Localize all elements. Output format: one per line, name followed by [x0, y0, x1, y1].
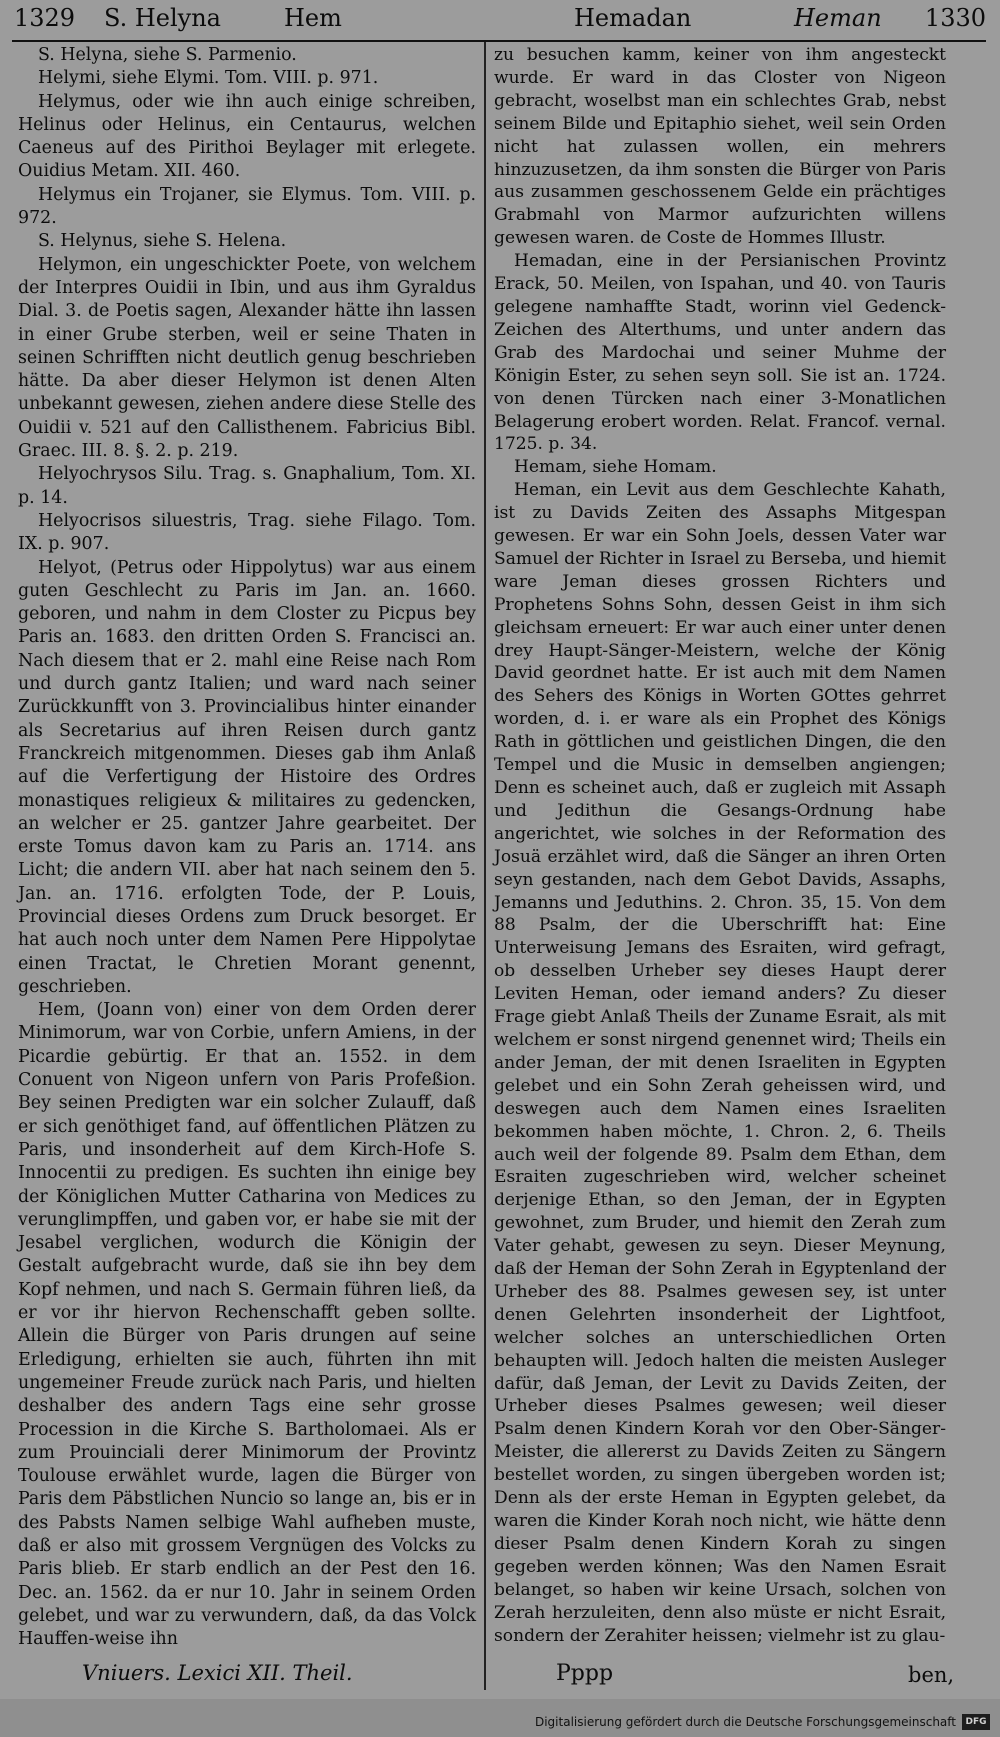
entry-hemadan: Hemadan, eine in der Persianischen Provintz Erack, 50. Meilen, von Ispahan, und 40. von Tauris gelegene namhaffte Stadt, worinn viel Gedenck-Zeichen des Alterthums, und unter andern das Grab des Mardochai und seiner Muhme der Königin Ester, zu sehen seyn soll. Sie ist an. 1724. von denen Türcken nach einer 3-Monatlichen Belagerung erobert worden. Relat. Francof. vernal. 1725. p. 34.: [494, 251, 946, 455]
page-number-left: 1329: [14, 4, 76, 32]
running-head-right-1: Hemadan: [574, 4, 692, 32]
entry-helymus-trojan: Helymus ein Trojaner, sie Elymus. Tom. VIII. p. 972.: [18, 184, 476, 229]
column-divider: [484, 42, 486, 1690]
entry-helymon: Helymon, ein ungeschickter Poete, von welchem der Interpres Ouidii in Ibin, und aus ihm Gyraldus Dial. 3. de Poetis sagen, Alexander hätte ihn lassen in einer Grube sterben, weil er seine Thaten in seinen Schrifften nicht deutlich genug beschrieben hätte. Da aber dieser Helymon ist denen Alten unbekannt gewesen, ziehen andere diese Stelle des Ouidii v. 521 auf den Callisthenem. Fabricius Bibl. Graec. III. 8. §. 2. p. 219.: [18, 254, 476, 462]
entry-hem: Hem, (Joann von) einer von dem Orden derer Minimorum, war von Corbie, unfern Amiens, in der Picardie gebürtig. Er that an. 1552. in dem Conuent von Nigeon unfern von Paris Profeßion. Bey seinen Predigten war ein solcher Zulauff, daß er sich genöthiget fand, auf öffentlichen Plätzen zu Paris, und insonderheit auf dem Kirch-Hofe S. Innocentii zu predigen. Es suchten ihn einige bey der Königlichen Mutter Catharina von Medices zu verunglimpffen, und gaben vor, er habe sie mit der Jesabel verglichen, wodurch die Königin der Gestalt aufgebracht wurde, daß sie ihn bey dem Kopf nehmen, und nach S. Germain führen ließ, da er vor ihr hiervon Rechenschafft geben sollte. Allein die Bürger von Paris drungen auf seine Erledigung, erhielten sie auch, führten ihn mit ungemeiner Freude zurück nach Paris, und hielten deshalber des andern Tags eine sehr grosse Procession in die Kirche S. Bartholomaei. Als er zum Prouinciali derer Minimorum der Provintz Toulouse erwählet wurde, lagen die Bürger von Paris dem Päbstlichen Nuncio so lange an, bis er in des Pabsts Namen selbige Wahl aufheben muste, daß er also mit grossem Vergnügen des Volcks zu Paris blieb. Er starb endlich an der Pest den 16. Dec. an. 1562. da er nur 10. Jahr in seinem Orden gelebet, und war zu verwundern, daß, da das Volck Hauffen-weise ihn: [18, 1000, 476, 1650]
signature-mark: Pppp: [556, 1661, 614, 1686]
right-column: [494, 44, 946, 1693]
entry-s-helyna: S. Helyna, siehe S. Parmenio.: [38, 45, 297, 65]
catchword: ben,: [908, 1663, 955, 1687]
header-rule: [12, 40, 986, 42]
digitization-footer: [0, 1699, 1000, 1737]
entry-helyocrisos: Helyocrisos siluestris, Trag. siehe Filago. Tom. IX. p. 907.: [18, 510, 476, 555]
dfg-logo-icon: DFG: [962, 1714, 990, 1730]
entry-helymi: Helymi, siehe Elymi. Tom. VIII. p. 971.: [38, 68, 379, 89]
entry-helyot: Helyot, (Petrus oder Hippolytus) war aus einem guten Geschlecht zu Paris im Jan. an. 1660. geboren, und nahm in dem Closter zu Picpus bey Paris an. 1683. den dritten Orden S. Francisci an. Nach diesem that er 2. mahl eine Reise nach Rom und durch gantz Italien; und ward nach seiner Zurückkunfft von 3. Provincialibus hinter einander als Secretarius auf ihren Reisen durch gantz Franckreich mitgenommen. Dieses gab ihm Anlaß auf die Verfertigung der Histoire des Ordres monastiques religieux & militaires zu gedencken, an welcher er 25. gantzer Jahre gearbeitet. Der erste Tomus davon kam zu Paris an. 1714. ans Licht; die andern VII. aber hat nach seinem den 5. Jan. an. 1716. erfolgten Tode, der P. Louis, Provincial dieses Ordens zum Druck besorget. Er hat auch noch unter dem Namen Pere Hippolytae einen Tractat, le Chretien Morant genennt, geschrieben.: [18, 557, 476, 997]
entry-s-helynus: S. Helynus, siehe S. Helena.: [38, 231, 287, 252]
left-column: [18, 44, 476, 1693]
entry-helyochrysos: Helyochrysos Silu. Trag. s. Gnaphalium, Tom. XI. p. 14.: [18, 464, 476, 508]
signature-line: Vniuers. Lexici XII. Theil.: [82, 1661, 353, 1685]
running-head-right-2: Heman: [794, 4, 882, 32]
footer-credit: Digitalisierung gefördert durch die Deutsche Forschungsgemeinschaft: [534, 1715, 956, 1729]
entry-hem-continued: zu besuchen kamm, keiner von ihm angesteckt wurde. Er ward in das Closter von Nigeon gebracht, woselbst man ein schlechtes Grab, nebst seinem Bilde und Epitaphio siehet, weil sein Orden nicht hat zulassen wollen, ein mehrers hinzuzusetzen, da ihm sonsten die Bürger von Paris aus zusammen geschossenem Gelde ein prächtiges Grabmahl von Marmor aufzurichten willens gewesen waren. de Coste de Hommes Illustr.: [494, 45, 946, 249]
entry-heman: Heman, ein Levit aus dem Geschlechte Kahath, ist zu Davids Zeiten des Assaphs Mitgespan gewesen. Er war ein Sohn Joels, dessen Vater war Samuel der Richter in Israel zu Berseba, und hiemit ware Jeman dieses grossen Richters und Prophetens Sohns Sohn, dessen Geist in ihm sich gleichsam erneuert: Er war auch einer unter denen drey Haupt-Sänger-Meistern, welche der König David geordnet hatte. Er ist auch mit dem Namen des Sehers des Königs in Worten GOttes gehrret worden, d. i. er ware als ein Prophet des Königs Rath in göttlichen und geistlichen Dingen, die den Tempel und die Music in demselben angiengen; Denn es scheinet auch, daß er zugleich mit Assaph und Jedithun die Gesangs-Ordnung habe angerichtet, wie solches in der Reformation des Josuä erzählet wird, daß die Sänger an ihren Orten seyn gestanden, nach dem Gebot Davids, Assaphs, Jemanns und Jeduthins. 2. Chron. 35, 15. Von dem 88 Psalm, der die Uberschrifft hat: Eine Unterweisung Jemans des Esraiten, wird gefragt, ob desselben Urheber sey dieses Haupt derer Leviten Heman, oder iemand anders? Zu dieser Frage giebt Anlaß Theils der Zuname Esrait, als mit welchem er sonst nirgend genennet wird; Theils ein ander Jeman, der mit denen Israeliten in Egypten gelebet und ein Sohn Zerah geheissen wird, und deswegen auch dem Namen eines Israeliten bekommen haben möchte, 1. Chron. 2, 6. Theils auch weil der folgende 89. Psalm dem Ethan, dem Esraiten zugeschrieben wird, welcher scheinet derjenige Ethan, so den Jeman, der in Egypten gewohnet, zum Bruder, und hiemit den Zerah zum Vater gehabt, gewesen zu seyn. Dieser Meynung, daß der Heman der Sohn Zerah in Egyptenland der Urheber des 88. Psalmes gewesen sey, ist unter denen Gelehrten insonderheit der Lightfoot, welcher solches an unterschiedlichen Orten behaupten will. Jedoch halten die meisten Ausleger dafür, daß Jeman, der Levit zu Davids Zeiten, der Urheber dieses Psalmes gewesen; weil dieser Psalm denen Kindern Korah vor den Ober-Sänger-Meister, die allererst zu Davids Zeiten zu Sängern bestellet worden, zu singen übergeben worden ist; Denn als der erste Heman in Egypten gelebet, da waren die Kinder Korah noch nicht, wie hätte denn dieser Psalm denen Kindern Korah zu singen gegeben werden können; Was den Namen Esrait belanget, so haben wir keine Ursach, solchen von Zerah herzuleiten, denn also müste er nicht Esrait, sondern der Zerahiter heissen; vielmehr ist zu glau-: [494, 480, 946, 1646]
entry-helymus-centaur: Helymus, oder wie ihn auch einige schreiben, Helinus oder Helinus, ein Centaurus, welchen Caeneus auf des Pirithoi Beylager mit erlegete. Ouidius Metam. XII. 460.: [18, 91, 476, 182]
page-number-right: 1330: [924, 4, 986, 32]
entry-hemam: Hemam, siehe Homam.: [514, 457, 717, 478]
running-head-left-1: S. Helyna: [104, 4, 221, 32]
page-header: [14, 0, 986, 40]
running-head-left-2: Hem: [284, 4, 342, 32]
